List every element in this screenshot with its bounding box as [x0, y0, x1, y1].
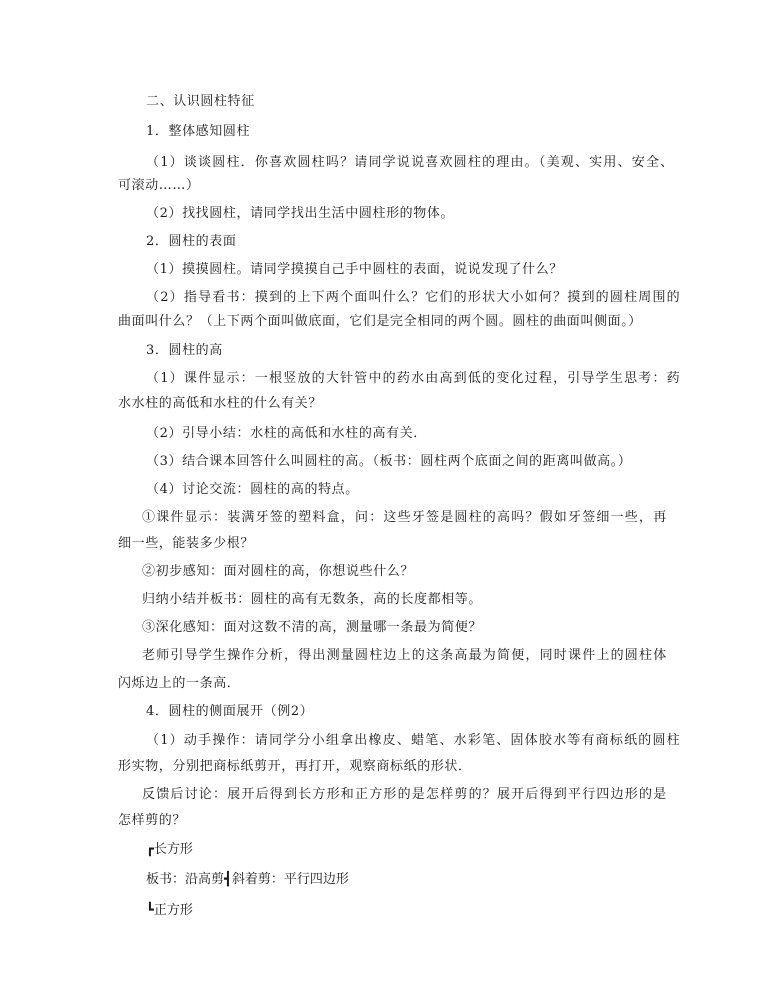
paragraph-line: （2）指导看书：摸到的上下两个面叫什么？它们的形状大小如何？摸到的圆柱周围的	[146, 290, 681, 305]
paragraph-line: （1）课件显示：一根竖放的大针管中的药水由高到低的变化过程，引导学生思考：药	[146, 371, 681, 386]
paragraph-line: （2）找找圆柱，请同学找出生活中圆柱形的物体。	[146, 206, 455, 221]
subsection-heading: 4．圆柱的侧面展开（例2）	[146, 704, 314, 719]
subsection-heading: 1．整体感知圆柱	[146, 124, 251, 139]
subsection-heading: 3．圆柱的高	[146, 343, 223, 358]
paragraph-line: 水水柱的高低和水柱的什么有关？	[118, 396, 323, 411]
paragraph-line: （2）引导小结：水柱的高低和水柱的高有关．	[146, 426, 427, 441]
board-branch-middle: 板书：沿高剪┫斜着剪：平行四边形	[146, 872, 349, 887]
paragraph-line: （1）摸摸圆柱。请同学摸摸自己手中圆柱的表面，说说发现了什么？	[146, 262, 563, 277]
paragraph-line: 曲面叫什么？（上下两个面叫做底面，它们是完全相同的两个圆。圆柱的曲面叫侧面。）	[118, 314, 642, 329]
paragraph-line: 反馈后讨论：展开后得到长方形和正方形的是怎样剪的？展开后得到平行四边形的是	[142, 787, 668, 802]
paragraph-line: （1）谈谈圆柱．你喜欢圆柱吗？请同学说说喜欢圆柱的理由。（美观、实用、安全、	[146, 155, 675, 170]
paragraph-line: 细一些，能装多少根？	[118, 536, 255, 551]
section-heading: 二、认识圆柱特征	[146, 94, 255, 109]
paragraph-line: （1）动手操作：请同学分小组拿出橡皮、蜡笔、水彩笔、固体胶水等有商标纸的圆柱	[146, 733, 681, 748]
paragraph-line: （4）讨论交流：圆柱的高的特点。	[146, 482, 359, 497]
paragraph-line: （3）结合课本回答什么叫圆柱的高。（板书：圆柱两个底面之间的距离叫做高。）	[146, 454, 632, 469]
paragraph-line: ②初步感知：面对圆柱的高，你想说些什么？	[142, 564, 415, 579]
board-branch-top: ┏长方形	[146, 842, 193, 857]
paragraph-line: ①课件显示：装满牙签的塑料盒，问：这些牙签是圆柱的高吗？假如牙签细一些，再	[142, 510, 668, 525]
subsection-heading: 2．圆柱的表面	[146, 234, 237, 249]
paragraph-line: 老师引导学生操作分析，得出测量圆柱边上的这条高最为简便，同时课件上的圆柱体	[142, 648, 668, 663]
paragraph-line: ③深化感知：面对这数不清的高，测量哪一条最为简便？	[142, 620, 483, 635]
paragraph-line: 归纳小结并板书：圆柱的高有无数条，高的长度都相等。	[142, 592, 483, 607]
paragraph-line: 可滚动……）	[118, 178, 200, 193]
paragraph-line: 怎样剪的？	[118, 813, 187, 828]
board-branch-bottom: ┗正方形	[146, 903, 193, 918]
paragraph-line: 形实物，分别把商标纸剪开，再打开，观察商标纸的形状．	[118, 759, 472, 774]
paragraph-line: 闪烁边上的一条高．	[118, 676, 241, 691]
